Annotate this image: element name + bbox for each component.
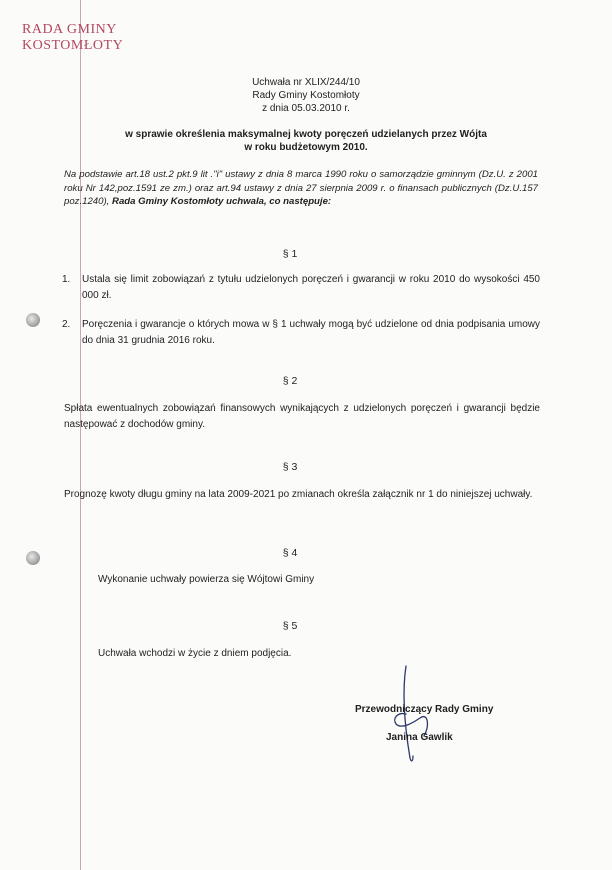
legal-basis-text: Na podstawie art.18 ust.2 pkt.9 lit ."i" ustawy z dnia 8 marca 1990 roku o samorządzie gminnym (Dz.U. z 2001 roku Nr 142,poz.1591 ze zm.) oraz art.94 ustawy z dnia 27 sierpnia 2009 r. o finansach publicznych (Dz.U.157 poz.1240),	[64, 169, 538, 207]
stamp-line-2: KOSTOMŁOTY	[22, 38, 124, 53]
section-1-item-2	[62, 317, 540, 349]
resolution-number: Uchwała nr XLIX/244/10	[252, 77, 360, 88]
stamp-line-1: RADA GMINY	[22, 22, 117, 37]
section-3-heading: § 3	[282, 461, 298, 473]
legal-basis	[64, 168, 538, 209]
section-5-heading: § 5	[282, 620, 298, 632]
punch-hole-icon	[26, 313, 40, 327]
subject-line-2: w roku budżetowym 2010.	[244, 141, 368, 153]
section-1-heading: § 1	[282, 248, 298, 260]
signatory-name: Janina Gawlik	[386, 732, 453, 743]
section-3-text: Prognozę kwoty długu gminy na lata 2009-2021 po zmianach określa załącznik nr 1 do niniejszej uchwały.	[64, 489, 533, 500]
legal-basis-decision: Rada Gminy Kostomłoty uchwala, co następuje:	[112, 196, 332, 207]
item-text: Poręczenia i gwarancje o których mowa w § 1 uchwały mogą być udzielone od dnia podpisania umowy do dnia 31 grudnia 2016 roku.	[82, 319, 540, 346]
item-text: Ustala się limit zobowiązań z tytułu udzielonych poręczeń i gwarancji w roku 2010 do wysokości 450 000 zł.	[82, 274, 540, 301]
item-number: 2.	[62, 319, 71, 330]
item-number: 1.	[62, 274, 71, 285]
council-name: Rady Gminy Kostomłoty	[252, 90, 360, 101]
section-2-text: Spłata ewentualnych zobowiązań finansowych wynikających z udzielonych poręczeń i gwarancji będzie następować z dochodów gminy.	[64, 403, 540, 430]
resolution-header	[0, 76, 612, 115]
handwritten-signature	[380, 662, 450, 772]
section-4-heading: § 4	[282, 547, 298, 559]
section-2-heading: § 2	[282, 375, 298, 387]
resolution-subject	[0, 129, 612, 154]
resolution-date: z dnia 05.03.2010 r.	[262, 103, 350, 114]
subject-line-1: w sprawie określenia maksymalnej kwoty poręczeń udzielanych przez Wójta	[125, 129, 487, 140]
signatory-title: Przewodniczący Rady Gminy	[355, 704, 494, 715]
section-1-item-1	[62, 272, 540, 304]
section-4-text: Wykonanie uchwały powierza się Wójtowi Gminy	[98, 574, 315, 585]
section-5-text: Uchwała wchodzi w życie z dniem podjęcia.	[98, 648, 292, 659]
council-stamp	[22, 22, 152, 54]
